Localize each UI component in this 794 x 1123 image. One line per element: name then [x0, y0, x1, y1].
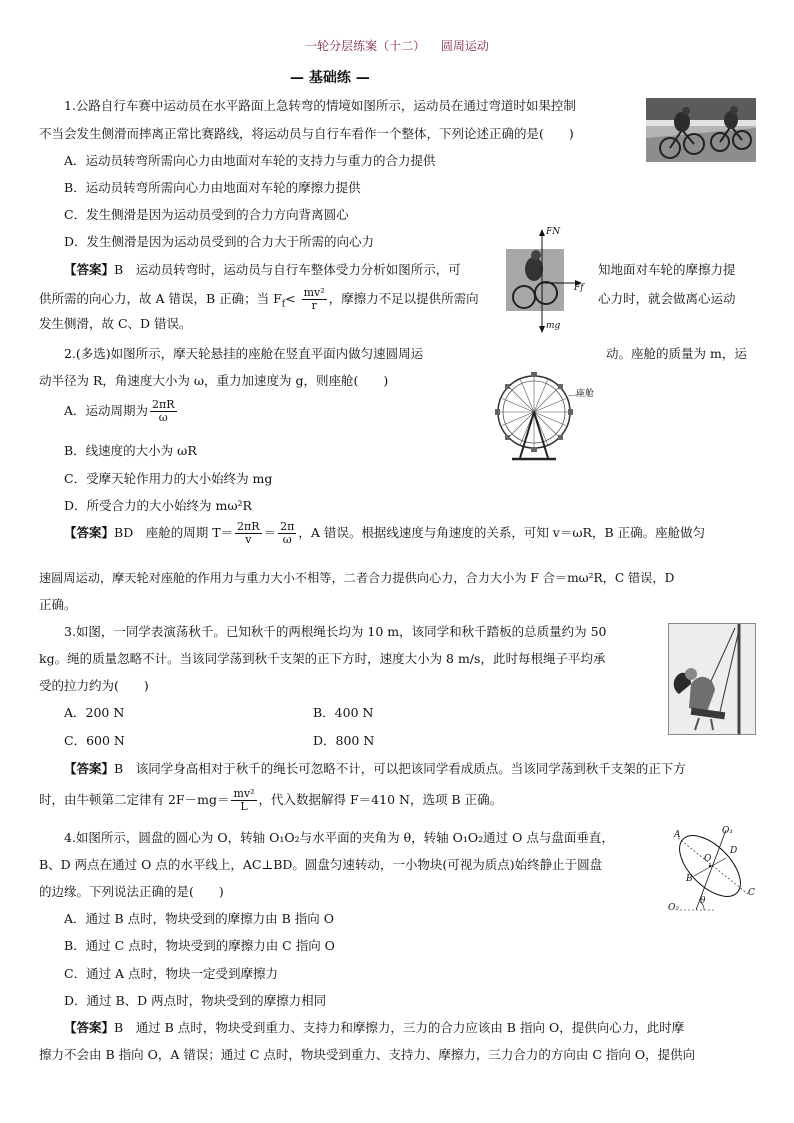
q2-option-b: B．线速度的大小为 ωR: [64, 443, 197, 458]
cabin-label: 座舱: [576, 389, 595, 399]
q4-stem-line2: B、D 两点在通过 O 点的水平线上，AC⊥BD。圆盘匀速转动，一小物块(可视为质点)始终静止于圆盘: [39, 857, 603, 872]
q2-option-a-text: A．运动周期为: [64, 403, 149, 418]
page-header: [0, 37, 794, 54]
q1-answer-line2-c: 心力时，就会做离心运动: [598, 291, 736, 306]
q3-answer-line2-pre: 时，由牛顿第二定律有 2F－mg＝: [39, 792, 230, 807]
q4-option-b: B．通过 C 点时，物块受到的摩擦力由 C 指向 O: [64, 938, 335, 953]
q2-ferris-wheel-figure: [492, 372, 602, 464]
label-D: D: [730, 846, 738, 856]
section-title-text: 基础练: [308, 70, 351, 86]
q3-answer-line2-post: ，代入数据解得 F＝410 N，选项 B 正确。: [258, 792, 503, 807]
q1-answer-line1: [64, 262, 461, 278]
q2-stem-line1-b: 动。座舱的质量为 m，运: [606, 346, 747, 361]
q4-option-a: A．通过 B 点时，物块受到的摩擦力由 B 指向 O: [64, 911, 335, 926]
q1-option-c: C．发生侧滑是因为运动员受到的合力方向背离圆心: [64, 207, 349, 222]
q2-option-a-fraction: $\frac{2\pi R}{\omega}$: [152, 398, 175, 424]
answer-tag: 【答案】: [64, 1020, 115, 1035]
q4-disc-figure: [664, 826, 760, 916]
q2-stem-line2: 动半径为 R，角速度大小为 ω，重力加速度为 g，则座舱( ): [39, 373, 389, 388]
q3-stem-line2: kg。绳的质量忽略不计。当该同学荡到秋千支架的正下方时，速度大小为 8 m/s，此时每根绳子平均承: [39, 651, 606, 666]
q1-option-a: A．运动员转弯所需向心力由地面对车轮的支持力与重力的合力提供: [64, 153, 436, 168]
q1-answer-line2-b: ，摩擦力不足以提供所需向: [328, 291, 479, 306]
q1-option-b: B．运动员转弯所需向心力由地面对车轮的摩擦力提供: [64, 180, 361, 195]
mg-label: mg: [546, 321, 561, 331]
q1-answer-line2-a: 供所需的向心力，故 A 错误，B 正确；当 F: [39, 291, 282, 306]
q3-stem-line3: 受的拉力约为( ): [39, 678, 149, 693]
q4-answer-text: B 通过 B 点时，物块受到重力、支持力和摩擦力，三力的合力应该由 B 指向 O，提供向心力，此时摩: [114, 1020, 685, 1035]
q1-answer-fraction: $\frac{\text{mv²}}{r}$: [303, 286, 325, 312]
q1-answer-text-a: B 运动员转弯时，运动员与自行车整体受力分析如图所示，可: [114, 262, 461, 277]
header-series: 一轮分层练案（十二）: [305, 39, 426, 53]
q2-option-c: C．受摩天轮作用力的大小始终为 mg: [64, 471, 273, 486]
q3-option-c: C．600 N: [64, 733, 125, 748]
q1-force-diagram: [506, 225, 596, 335]
q2-answer-line3: 正确。: [39, 597, 77, 612]
q2-answer-pre: BD 座舱的周期 T＝: [114, 525, 234, 540]
q3-stem-line1: 3.如图，一同学表演荡秋千。已知秋千的两根绳长均为 10 m，该同学和秋千踏板的总质量约为 50: [64, 624, 607, 639]
q2-stem-line1-a: 2.(多选)如图所示，摩天轮悬挂的座舱在竖直平面内做匀速圆周运: [64, 346, 424, 361]
q2-answer-fraction-1: $\frac{2\pi R}{v}$: [237, 520, 260, 546]
label-O2: O₂: [668, 903, 679, 913]
q4-stem-line3: 的边缘。下列说法正确的是( ): [39, 884, 224, 899]
label-O1: O₁: [722, 826, 733, 836]
q1-answer-line3: 发生侧滑，故 C、D 错误。: [39, 316, 192, 331]
q2-answer-eq: ＝: [263, 525, 277, 540]
q1-option-d: D．发生侧滑是因为运动员受到的合力大于所需的向心力: [64, 234, 375, 249]
q1-answer-line2: [39, 284, 479, 320]
label-A: A: [674, 830, 681, 840]
answer-tag: 【答案】: [64, 262, 115, 277]
q2-answer-line2: 速圆周运动，摩天轮对座舱的作用力与重力大小不相等，二者合力提供向心力，合力大小为 F 合＝mω²R，C 错误，D: [39, 571, 675, 585]
q1-answer-text-b: 知地面对车轮的摩擦力提: [598, 262, 736, 277]
q4-stem-line1: 4.如图所示，圆盘的圆心为 O，转轴 O₁O₂与水平面的夹角为 θ，转轴 O₁O₂通过 O 点与盘面垂直，: [64, 830, 614, 845]
fn-label: FN: [546, 227, 561, 237]
q3-option-a: A．200 N: [64, 705, 125, 720]
q2-option-d: D．所受合力的大小始终为 mω²R: [64, 498, 252, 513]
q3-answer-line2: [39, 783, 502, 817]
q4-answer-line2: 擦力不会由 B 指向 O，A 错误；通过 C 点时，物块受到重力、支持力、摩擦力，三力合力的方向由 C 指向 O，提供向: [39, 1047, 696, 1062]
q1-stem-line1: 1.公路自行车赛中运动员在水平路面上急转弯的情境如图所示，运动员在通过弯道时如果控制: [64, 98, 576, 113]
label-C: C: [748, 888, 755, 898]
q3-swing-photo: [668, 623, 756, 735]
q2-answer-fraction-2: $\frac{2\pi}{\omega}$: [280, 520, 295, 546]
label-theta: θ: [700, 896, 706, 906]
section-title: — 基础练 —: [290, 70, 370, 86]
q3-answer-line1: [64, 761, 686, 777]
q2-option-a: [64, 396, 179, 426]
q2-answer-line1: [64, 516, 705, 550]
q3-answer-text: B 该同学身高相对于秋千的绳长可忽略不计，可以把该同学看成质点。当该同学荡到秋千支架的正下方: [114, 761, 686, 776]
answer-tag: 【答案】: [64, 525, 115, 540]
q3-option-d: D．800 N: [313, 733, 375, 748]
q1-answer-lt: <: [285, 291, 296, 306]
q1-cyclists-photo: [646, 98, 756, 162]
label-B: B: [686, 874, 693, 884]
q4-answer-line1: [64, 1020, 684, 1036]
label-O: O: [704, 854, 712, 864]
q4-option-d: D．通过 B、D 两点时，物块受到的摩擦力相同: [64, 993, 327, 1008]
q1-stem-line2: 不当会发生侧滑而摔离正常比赛路线，将运动员与自行车看作一个整体，下列论述正确的是( ): [39, 126, 574, 141]
header-topic: 圆周运动: [440, 39, 489, 53]
q3-option-b: B．400 N: [313, 705, 374, 720]
q3-answer-fraction: $\frac{\text{mv²}}{L}$: [233, 787, 255, 813]
ff-label: Ff: [574, 283, 584, 293]
answer-tag: 【答案】: [64, 761, 115, 776]
q2-answer-post: ，A 错误。根据线速度与角速度的关系，可知 v＝ωR，B 正确。座舱做匀: [298, 525, 706, 540]
q1-answer-sub: f: [281, 299, 286, 310]
q4-option-c: C．通过 A 点时，物块一定受到摩擦力: [64, 966, 279, 981]
